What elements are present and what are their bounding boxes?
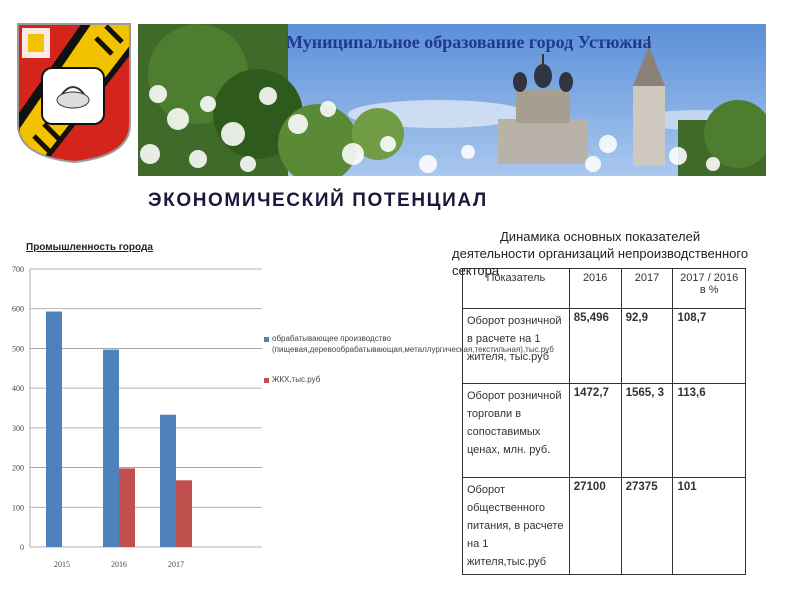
row-label: Оборот розничной торговли в сопоставимых ценах, млн. руб. [463, 384, 570, 478]
bar-housing [176, 480, 192, 547]
value-percent: 108,7 [673, 309, 746, 384]
value-2017: 27375 [621, 478, 673, 575]
header-cell: Показатель [463, 269, 570, 309]
y-tick-label: 400 [12, 384, 24, 394]
section-heading: ЭКОНОМИЧЕСКИЙ ПОТЕНЦИАЛ [148, 190, 488, 211]
y-tick-label: 500 [12, 344, 24, 354]
value-percent: 113,6 [673, 384, 746, 478]
y-tick-label: 700 [12, 265, 24, 274]
legend-item-manufacturing [264, 334, 554, 355]
value-2016: 85,496 [569, 309, 621, 384]
legend-label: ЖКХ,тыс.руб [272, 375, 321, 384]
chart-title: Промышленность города [26, 242, 153, 253]
legend-item-housing [264, 375, 404, 386]
x-tick-label: 2015 [54, 560, 70, 569]
y-tick-label: 200 [12, 463, 24, 473]
table-header-row [463, 269, 746, 309]
bar-housing [119, 468, 135, 547]
table-row [463, 478, 746, 575]
header-cell: 2017 [621, 269, 673, 309]
y-tick-label: 600 [12, 304, 24, 314]
row-label: Оборот розничной в расчете на 1 жителя, тыс.руб [463, 309, 570, 384]
value-2016: 27100 [569, 478, 621, 575]
bar-manufacturing [160, 415, 176, 547]
value-2017: 92,9 [621, 309, 673, 384]
chart-plot [0, 232, 420, 582]
indicators-table [462, 268, 746, 575]
table-row [463, 384, 746, 478]
legend-swatch-blue [264, 337, 269, 342]
x-tick-label: 2017 [168, 560, 184, 569]
bar-manufacturing [103, 350, 119, 547]
table-row [463, 309, 746, 384]
legend-label: обрабатывающее производство (пищевая,деревообрабатывающая,металлургическая,текстильная),тыс.руб [272, 334, 554, 354]
y-tick-label: 100 [12, 503, 24, 513]
value-2016: 1472,7 [569, 384, 621, 478]
row-label: Оборот общественного питания, в расчете на 1 жителя,тыс.руб [463, 478, 570, 575]
value-2017: 1565, 3 [621, 384, 673, 478]
x-tick-label: 2016 [111, 560, 127, 569]
header-banner [138, 24, 766, 176]
coat-of-arms [14, 20, 134, 165]
table-title: Динамика основных показателей деятельности организаций непроизводственного сектора [452, 229, 749, 278]
y-tick-label: 0 [20, 543, 24, 552]
header-cell: 2017 / 2016 в % [673, 269, 746, 309]
bar-manufacturing [46, 311, 62, 547]
header-cell: 2016 [569, 269, 621, 309]
banner-title: Муниципальное образование город Устюжна [286, 32, 652, 52]
legend-swatch-red [264, 378, 269, 383]
value-percent: 101 [673, 478, 746, 575]
y-tick-label: 300 [12, 423, 24, 433]
